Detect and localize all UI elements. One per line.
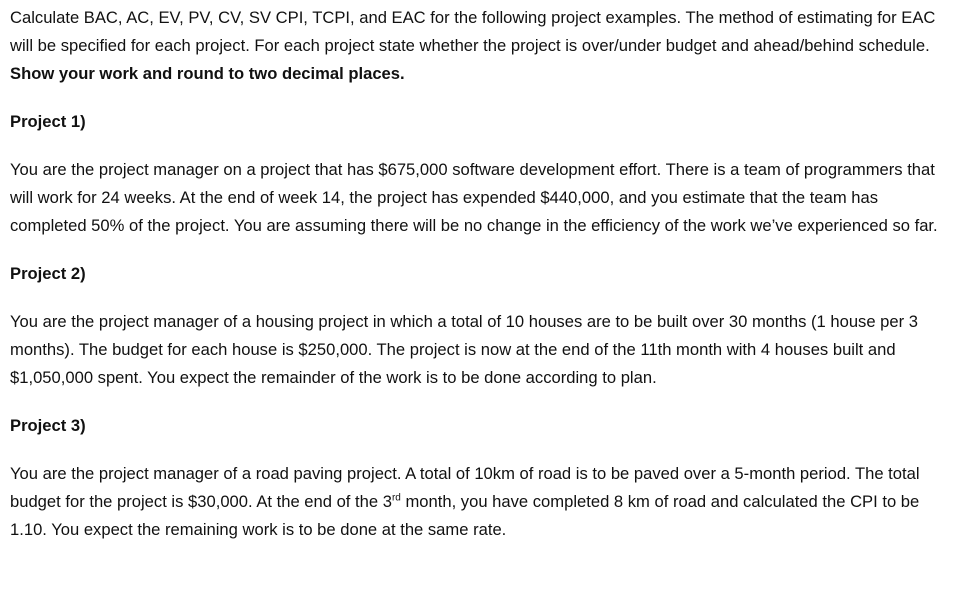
project-3-description-end: month, you have completed 8 km of road and calculated the CPI to be 1.10. You expect the remaining work is to be done at the same rate. <box>10 492 920 539</box>
document-body <box>10 4 952 544</box>
project-3-description <box>10 460 952 544</box>
project-3-description-start: You are the project manager of a road paving project. A total of 10km of road is to be paved over a 5-month period. The total budget for the project is $30,000. At the end of the 3 <box>10 464 920 511</box>
spacer <box>10 240 952 260</box>
instructions-paragraph <box>10 4 952 88</box>
project-2-heading: Project 2) <box>10 264 86 283</box>
project-2-description: You are the project manager of a housing project in which a total of 10 houses are to be built over 30 months (1 house per 3 months). The budget for each house is $250,000. The project is now at the end of the 11th month with 4 houses built and $1,050,000 spent. You expect the remainder of the work is to be done according to plan. <box>10 312 919 387</box>
project-1-description: You are the project manager on a project that has $675,000 software development effort. There is a team of programmers that will work for 24 weeks. At the end of week 14, the project has expended $440,000, and you estimate that the team has completed 50% of the project. You are assuming there will be no change in the efficiency of the work we’ve experienced so far. <box>10 160 938 235</box>
spacer <box>10 440 952 460</box>
spacer <box>10 392 952 412</box>
project-3-heading: Project 3) <box>10 416 86 435</box>
instructions-bold-text: Show your work and round to two decimal places. <box>10 64 405 83</box>
ordinal-suffix: rd <box>391 492 401 504</box>
spacer <box>10 88 952 108</box>
spacer <box>10 136 952 156</box>
project-1-heading: Project 1) <box>10 112 86 131</box>
spacer <box>10 288 952 308</box>
instructions-text: Calculate BAC, AC, EV, PV, CV, SV CPI, TCPI, and EAC for the following project examples. The method of estimating for EAC will be specified for each project. For each project state whether the project is over/under budget and ahead/behind schedule. <box>10 8 936 55</box>
